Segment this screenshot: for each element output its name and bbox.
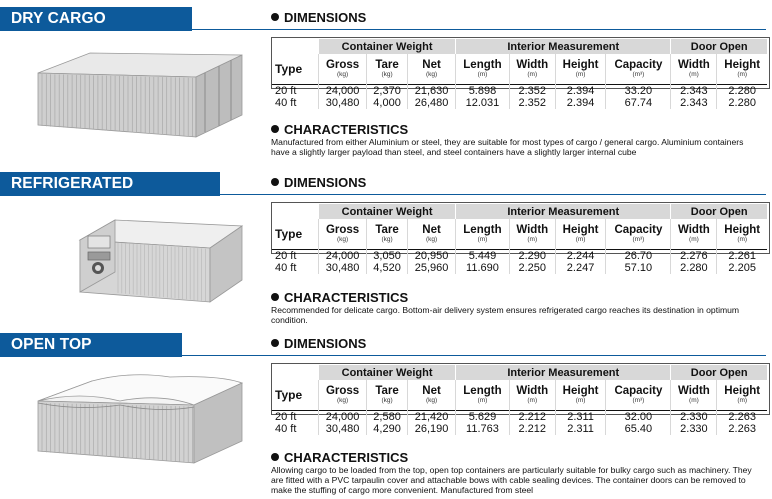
col-height: Height (m) xyxy=(555,380,606,411)
table-cell: 2.280 xyxy=(717,97,767,109)
col-type: Type xyxy=(275,61,303,76)
group-container-weight: Container Weight xyxy=(319,204,456,219)
table-cell: 20 ft xyxy=(272,250,319,263)
table-cell: 2.311 xyxy=(555,411,606,424)
col-capacity: Capacity (m³) xyxy=(606,219,671,250)
col-gross: Gross (kg) xyxy=(319,219,367,250)
table-cell: 4,290 xyxy=(367,423,408,435)
table-cell: 20 ft xyxy=(272,85,319,98)
table-cell: 32.00 xyxy=(606,411,671,424)
bullet-icon xyxy=(271,125,279,133)
col-width: Width (m) xyxy=(509,219,555,250)
table-cell: 20 ft xyxy=(272,411,319,424)
spec-table xyxy=(272,39,767,109)
container-illustration xyxy=(20,41,255,141)
section-banner: REFRIGERATED CONTAINERS xyxy=(0,172,220,196)
dimensions-heading: DIMENSIONS xyxy=(271,334,366,354)
characteristics-heading: CHARACTERISTICS xyxy=(271,122,408,137)
col-tare: Tare (kg) xyxy=(367,219,408,250)
bullet-icon xyxy=(271,178,279,186)
banner-underline xyxy=(182,355,766,356)
bullet-icon xyxy=(271,339,279,347)
col-type: Type xyxy=(275,226,303,241)
table-cell: 2.244 xyxy=(555,250,606,263)
table-cell: 2.250 xyxy=(509,262,555,274)
table-cell: 2.330 xyxy=(671,423,717,435)
table-row-20ft xyxy=(272,85,767,98)
section-banner: DRY CARGO CONTAINERS xyxy=(0,7,192,31)
characteristics-heading: CHARACTERISTICS xyxy=(271,290,408,305)
table-row-40ft xyxy=(272,423,767,435)
table-cell: 2.263 xyxy=(717,423,767,435)
banner-underline xyxy=(192,29,766,30)
table-cell: 2.263 xyxy=(717,411,767,424)
section-banner: OPEN TOP CONTAINERS xyxy=(0,333,182,357)
col-gross: Gross (kg) xyxy=(319,54,367,85)
table-cell: 4,000 xyxy=(367,97,408,109)
table-cell: 5.449 xyxy=(456,250,510,263)
col-tare: Tare (kg) xyxy=(367,54,408,85)
table-cell: 24,000 xyxy=(319,85,367,98)
table-cell: 2.311 xyxy=(555,423,606,435)
table-cell: 26,190 xyxy=(408,423,456,435)
table-cell: 57.10 xyxy=(606,262,671,274)
table-cell: 2.212 xyxy=(509,411,555,424)
col-door-height: Height (m) xyxy=(717,219,767,250)
group-door-open: Door Open xyxy=(671,204,767,219)
spec-table xyxy=(272,204,767,274)
characteristics-text: Recommended for delicate cargo. Bottom-air delivery system ensures refrigerated cargo reaches its destination in optimum condition. xyxy=(271,305,740,325)
group-door-open: Door Open xyxy=(671,39,767,54)
col-door-height: Height (m) xyxy=(717,54,767,85)
col-net: Net (kg) xyxy=(408,219,456,250)
col-length: Length (m) xyxy=(456,54,510,85)
col-net: Net (kg) xyxy=(408,54,456,85)
table-cell: 5.629 xyxy=(456,411,510,424)
table-cell: 2.394 xyxy=(555,97,606,109)
col-width: Width (m) xyxy=(509,380,555,411)
bullet-icon xyxy=(271,293,279,301)
group-interior-measurement: Interior Measurement xyxy=(456,204,671,219)
table-cell: 2.352 xyxy=(509,97,555,109)
col-capacity: Capacity (m³) xyxy=(606,380,671,411)
col-width: Width (m) xyxy=(509,54,555,85)
group-container-weight: Container Weight xyxy=(319,39,456,54)
container-section-1 xyxy=(0,7,772,167)
col-type: Type xyxy=(275,387,303,402)
table-row-20ft xyxy=(272,250,767,263)
table-row-20ft xyxy=(272,411,767,424)
col-door-height: Height (m) xyxy=(717,380,767,411)
group-interior-measurement: Interior Measurement xyxy=(456,39,671,54)
table-cell: 2.212 xyxy=(509,423,555,435)
table-cell: 2,370 xyxy=(367,85,408,98)
table-cell: 2.280 xyxy=(671,262,717,274)
table-cell: 30,480 xyxy=(319,97,367,109)
table-cell: 2.290 xyxy=(509,250,555,263)
table-cell: 20,950 xyxy=(408,250,456,263)
col-height: Height (m) xyxy=(555,54,606,85)
group-door-open: Door Open xyxy=(671,365,767,380)
table-cell: 40 ft xyxy=(275,262,297,274)
table-cell: 25,960 xyxy=(408,262,456,274)
dimensions-heading: DIMENSIONS xyxy=(271,173,366,193)
characteristics-heading: CHARACTERISTICS xyxy=(271,450,408,465)
characteristics-text: Allowing cargo to be loaded from the top, open top containers are particularly suitable for bulky cargo such as machinery. They are fitted with a PVC tarpaulin cover and attachable bows with cable sealing devices. The container doors can be removed to make the stuffing of cargo more convenient. Manufactured from steel xyxy=(271,465,752,495)
col-height: Height (m) xyxy=(555,219,606,250)
table-cell: 2.280 xyxy=(717,85,767,98)
table-cell: 3,050 xyxy=(367,250,408,263)
table-cell: 2.343 xyxy=(671,85,717,98)
table-cell: 12.031 xyxy=(456,97,510,109)
col-door-width: Width (m) xyxy=(671,54,717,85)
table-cell: 40 ft xyxy=(275,423,297,435)
table-cell: 2,580 xyxy=(367,411,408,424)
table-cell: 2.276 xyxy=(671,250,717,263)
table-cell: 4,520 xyxy=(367,262,408,274)
container-section-3 xyxy=(0,333,772,493)
table-cell: 2.261 xyxy=(717,250,767,263)
col-door-width: Width (m) xyxy=(671,219,717,250)
table-row-40ft xyxy=(272,97,767,109)
characteristics-text: Manufactured from either Aluminium or steel, they are suitable for most types of cargo / general cargo. Aluminium containers have a slightly larger payload than steel, and steel containers have a slightly larger internal cube xyxy=(271,137,744,157)
container-illustration xyxy=(20,367,255,467)
table-cell: 24,000 xyxy=(319,250,367,263)
table-cell: 2.394 xyxy=(555,85,606,98)
col-length: Length (m) xyxy=(456,380,510,411)
table-cell: 2.352 xyxy=(509,85,555,98)
group-container-weight: Container Weight xyxy=(319,365,456,380)
bullet-icon xyxy=(271,13,279,21)
table-cell: 21,630 xyxy=(408,85,456,98)
table-cell: 65.40 xyxy=(606,423,671,435)
table-cell: 11.690 xyxy=(456,262,510,274)
col-capacity: Capacity (m³) xyxy=(606,54,671,85)
table-cell: 30,480 xyxy=(319,423,367,435)
table-cell: 2.330 xyxy=(671,411,717,424)
container-illustration xyxy=(20,206,255,306)
container-section-2 xyxy=(0,172,772,332)
spec-table xyxy=(272,365,767,435)
col-door-width: Width (m) xyxy=(671,380,717,411)
table-cell: 26,480 xyxy=(408,97,456,109)
col-gross: Gross (kg) xyxy=(319,380,367,411)
table-cell: 2.247 xyxy=(555,262,606,274)
group-interior-measurement: Interior Measurement xyxy=(456,365,671,380)
banner-underline xyxy=(220,194,766,195)
col-net: Net (kg) xyxy=(408,380,456,411)
table-cell: 11.763 xyxy=(456,423,510,435)
col-length: Length (m) xyxy=(456,219,510,250)
table-cell: 67.74 xyxy=(606,97,671,109)
table-cell: 30,480 xyxy=(319,262,367,274)
table-cell: 33.20 xyxy=(606,85,671,98)
table-cell: 24,000 xyxy=(319,411,367,424)
table-cell: 26.70 xyxy=(606,250,671,263)
table-row-40ft xyxy=(272,262,767,274)
table-cell: 21,420 xyxy=(408,411,456,424)
table-cell: 2.343 xyxy=(671,97,717,109)
bullet-icon xyxy=(271,453,279,461)
table-cell: 2.205 xyxy=(717,262,767,274)
table-cell: 5.898 xyxy=(456,85,510,98)
table-cell: 40 ft xyxy=(275,97,297,109)
dimensions-heading: DIMENSIONS xyxy=(271,8,366,28)
col-tare: Tare (kg) xyxy=(367,380,408,411)
